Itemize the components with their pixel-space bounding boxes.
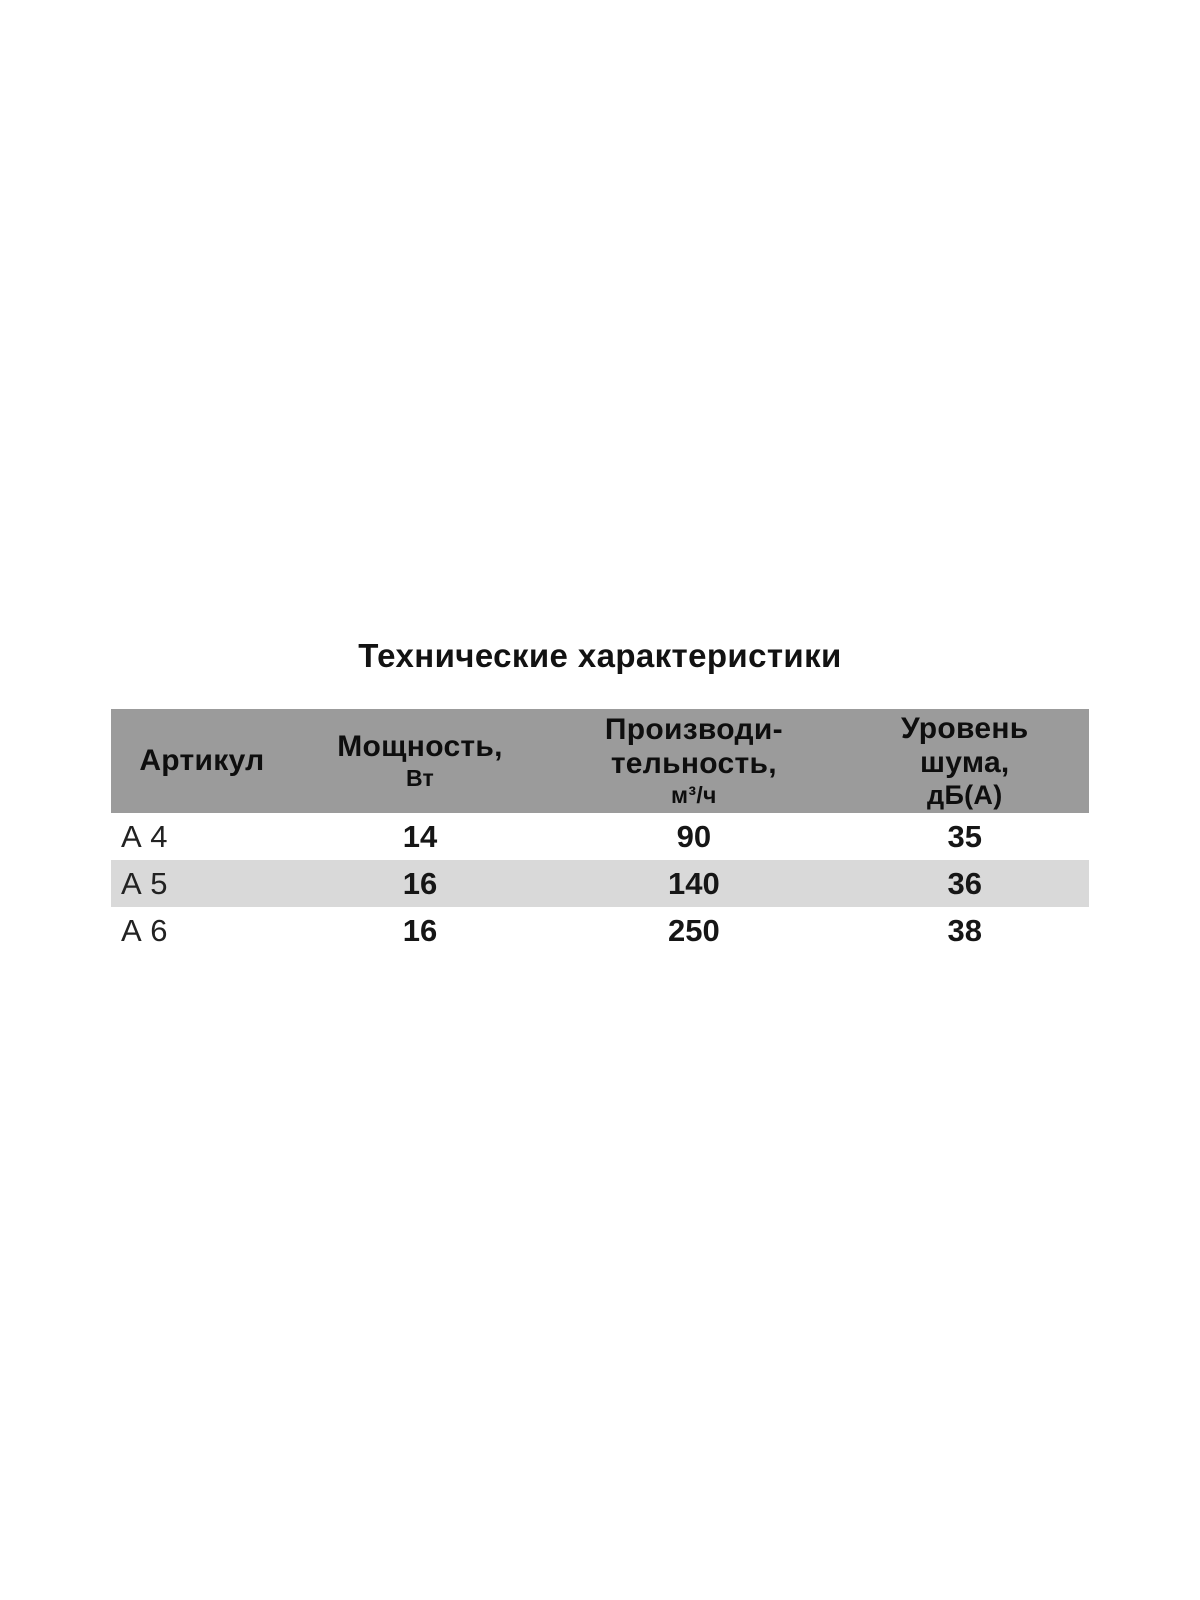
header-line: шума, bbox=[919, 745, 1010, 779]
table-header-row bbox=[111, 709, 1089, 813]
cell-article: А 4 bbox=[121, 818, 168, 854]
cell-article: А 5 bbox=[121, 865, 168, 901]
specs-table bbox=[111, 709, 1089, 954]
cell-article: А 6 bbox=[121, 912, 168, 948]
header-line-unit: Вт bbox=[405, 765, 435, 791]
table-row bbox=[111, 813, 1089, 860]
cell-performance: 250 bbox=[668, 912, 720, 948]
header-line: Производи- bbox=[604, 713, 783, 746]
cell-power: 14 bbox=[402, 818, 438, 854]
header-cell-article bbox=[111, 709, 293, 813]
header-cell-power bbox=[293, 709, 547, 813]
header-line-unit: дБ(А) bbox=[927, 779, 1003, 810]
table-row bbox=[111, 860, 1089, 907]
cell-noise: 36 bbox=[947, 865, 982, 901]
cell-noise: 35 bbox=[947, 818, 982, 854]
section-title: Технические характеристики bbox=[358, 637, 842, 674]
header-line: Уровень bbox=[900, 711, 1029, 745]
header-line: Мощность, bbox=[337, 730, 503, 763]
header-line: тельность, bbox=[610, 747, 777, 780]
cell-performance: 90 bbox=[676, 818, 712, 854]
cell-power: 16 bbox=[402, 865, 438, 901]
cell-noise: 38 bbox=[947, 912, 982, 948]
table-row bbox=[111, 907, 1089, 954]
header-line-unit: м³/ч bbox=[671, 782, 717, 808]
cell-performance: 140 bbox=[668, 865, 720, 901]
cell-power: 16 bbox=[402, 912, 438, 948]
header-cell-noise bbox=[841, 709, 1089, 813]
header-line: Артикул bbox=[139, 744, 265, 777]
header-cell-performance bbox=[547, 709, 840, 813]
